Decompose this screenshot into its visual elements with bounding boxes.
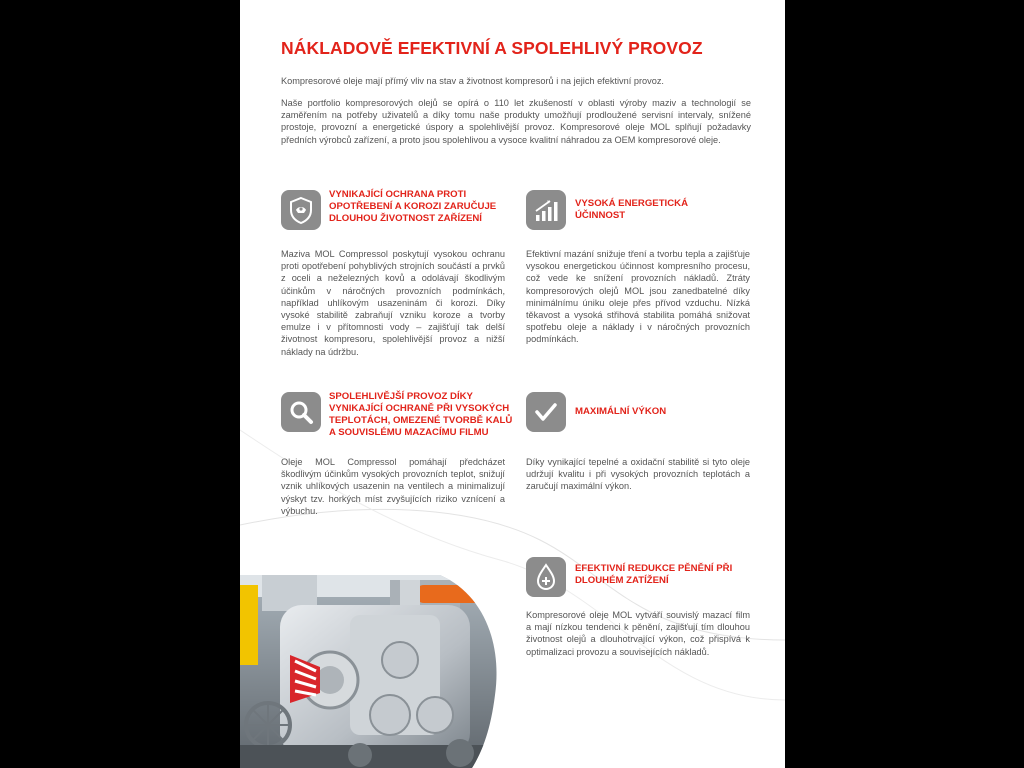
shield-icon	[281, 190, 321, 230]
checkmark-icon	[526, 392, 566, 432]
document-page	[240, 0, 785, 768]
feature-text-energy-efficiency: Efektivní mazání snižuje tření a tvorbu tepla a zajišťuje vysokou energetickou účinnost kompresního procesu, což vede ke snížení provozních nákladů. Ztráty kompresorových olejů MOL jsou zanedbatelné díky minimálnímu úniku oleje přes přívod vzduchu. Nízká těkavost a vysoká střihová stabilita pomáhá snižovat spotřebu oleje a náklady i v náročných provozních podmínkách.	[526, 249, 750, 345]
feature-title-reliable-operation: SPOLEHLIVĚJŠÍ PROVOZ DÍKY VYNIKAJÍCÍ OCHRANĚ PŘI VYSOKÝCH TEPLOTÁCH, OMEZENÉ TVORBĚ KALŮ A SOUVISLÉMU MAZACÍMU FILMU	[329, 391, 513, 438]
feature-title-energy-efficiency: VYSOKÁ ENERGETICKÁ ÚČINNOST	[575, 198, 689, 221]
oil-drop-plus-icon	[526, 557, 566, 597]
intro-paragraph-2: Naše portfolio kompresorových olejů se opírá o 110 let zkušeností v oblasti výroby maziv a technologií se zaměřením na potřeby uživatelů a díky tomu naše produkty umožňují prodloužené servisní intervaly, snížené prostoje, provozní a energetické úspory a spolehlivější provoz. Kompresorové oleje MOL splňují požadavky předních výrobců zařízení, a proto jsou spolehlivou a vysoce kvalitní náhradou za OEM kompresorové oleje.	[281, 98, 751, 145]
feature-text-wear-protection: Maziva MOL Compressol poskytují vysokou ochranu proti opotřebení pohyblivých strojních součástí a prvků z oceli a neželezných kovů a odolávají škodlivým účinkům v náročných provozních podmínkách, například uhlíkovým usazeninám či korozi. Díky vysoké stabilitě zabraňují vzniku koroze a tvorby emulze i v přítomnosti vody – zajišťují tak delší životnost kompresoru, spolehlivější provoz a nižší náklady na údržbu.	[281, 249, 505, 357]
page-title: NÁKLADOVĚ EFEKTIVNÍ A SPOLEHLIVÝ PROVOZ	[281, 38, 703, 58]
bar-chart-icon	[526, 190, 566, 230]
feature-title-max-performance: MAXIMÁLNÍ VÝKON	[575, 406, 667, 417]
feature-text-foam-reduction: Kompresorové oleje MOL vytváří souvislý mazací film a mají nízkou tendenci k pěnění, zajišťují tím dlouhou životnost olejů a dlouhotrvající výkon, což přispívá k optimalizaci provozu a souvisejících nákladů.	[526, 610, 750, 657]
search-icon	[281, 392, 321, 432]
feature-text-reliable-operation: Oleje MOL Compressol pomáhají předcházet škodlivým účinkům vysokých provozních teplot, snižují vznik uhlíkových usazenin na ventilech a minimalizují výskyt tzv. horkých míst zvyšujících riziko vznícení a výbuchu.	[281, 457, 505, 516]
compressor-photo	[240, 575, 500, 768]
feature-title-wear-protection: VYNIKAJÍCÍ OCHRANA PROTI OPOTŘEBENÍ A KOROZI ZARUČUJE DLOUHOU ŽIVOTNOST ZAŘÍZENÍ	[329, 189, 497, 224]
feature-title-foam-reduction: EFEKTIVNÍ REDUKCE PĚNĚNÍ PŘI DLOUHÉM ZATÍŽENÍ	[575, 563, 733, 586]
intro-paragraph-1: Kompresorové oleje mají přímý vliv na stav a životnost kompresorů i na jejich efektivní provoz.	[281, 76, 664, 86]
feature-text-max-performance: Díky vynikající tepelné a oxidační stabilitě si tyto oleje udržují kvalitu i při vysokých provozních teplotách a zaručují maximální výkon.	[526, 457, 750, 492]
